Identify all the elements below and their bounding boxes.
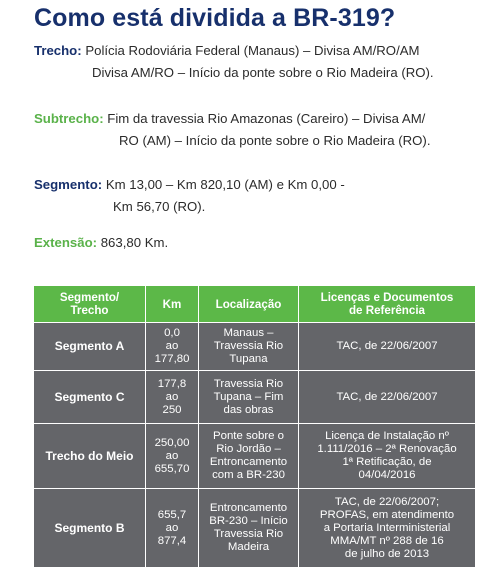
header-km: Km [146,286,199,323]
km-range-cell [146,424,199,489]
location-line: Travessia Rio [213,340,284,352]
segmento-text-line2: Km 56,70 (RO). [113,199,206,214]
location-line: das obras [223,403,274,416]
license-line: 04/04/2016 [358,469,416,481]
header-localizacao: Localização [199,286,299,323]
km-line: ao [165,390,179,403]
license-cell [299,424,475,489]
location-cell [199,424,299,489]
extensao-label: Extensão: [34,235,98,250]
location-line: Travessia Rio [213,528,284,540]
segment-name-cell: Segmento B [34,489,146,568]
trecho-text-line1: Polícia Rodoviária Federal (Manaus) – Divisa AM/RO/AM [85,43,420,58]
page-title: Como está dividida a BR-319? [34,4,396,32]
table-row [34,489,475,568]
license-line: 1ª Retificação, de [342,456,432,468]
trecho-text-line2: Divisa AM/RO – Início da ponte sobre o Rio Madeira (RO). [92,65,434,80]
license-line: Licença de Instalação nº [325,430,449,442]
segmento-definition [34,174,454,218]
location-line: Travessia Rio [213,377,284,390]
license-line: MMA/MT nº 288 de 16 [330,534,444,547]
segmento-label: Segmento: [34,177,103,192]
header-segmento-line2: Trecho [70,304,109,317]
km-line: 177,80 [154,353,190,365]
location-line: BR-230 – Início [209,515,288,527]
header-licencas-line1: Licenças e Documentos [320,291,454,304]
license-cell [299,371,475,424]
license-line: a Portaria Interministerial [323,521,451,534]
segment-name-cell: Segmento C [34,371,146,424]
trecho-definition [34,40,484,84]
location-cell [199,371,299,424]
km-line: ao [165,521,179,534]
license-cell [299,489,475,568]
header-licencas [299,286,475,323]
location-line: com a BR-230 [212,469,285,481]
km-line: 655,70 [154,462,190,475]
km-line: ao [165,340,179,352]
segment-name-cell: Segmento A [34,323,146,371]
header-segmento [34,286,146,323]
location-line: Rio Jordão – [216,443,281,455]
table-header-row [34,286,475,323]
km-range-cell [146,371,199,424]
subtrecho-label: Subtrecho: [34,111,104,126]
header-licencas-line2: de Referência [348,304,426,317]
segment-name-cell: Trecho do Meio [34,424,146,489]
license-line: de julho de 2013 [344,547,430,560]
km-line: 0,0 [164,327,180,339]
km-line: 250 [162,403,182,416]
extensao-value: 863,80 Km. [100,235,169,250]
license-line: 1.111/2016 – 2ª Renovação [317,443,457,455]
location-line: Entroncamento [209,502,288,514]
table-row [34,323,475,371]
segments-table [34,286,475,568]
location-line: Tupana – Fim [213,390,284,403]
subtrecho-definition [34,108,479,152]
license-line: TAC, de 22/06/2007 [336,390,438,403]
license-line: TAC, de 22/06/2007 [336,340,438,352]
trecho-label: Trecho: [34,43,82,58]
license-cell [299,323,475,371]
km-range-cell [146,489,199,568]
extensao-definition [34,232,454,254]
km-line: 655,7 [157,508,187,521]
license-line: PROFAS, em atendimento [319,508,455,521]
table-row [34,371,475,424]
km-line: 877,4 [157,534,187,547]
license-line: TAC, de 22/06/2007; [334,495,440,508]
location-cell [199,489,299,568]
subtrecho-text-line2: RO (AM) – Início da ponte sobre o Rio Madeira (RO). [119,133,431,148]
table-row [34,424,475,489]
km-line: ao [165,449,179,462]
location-line: Madeira [227,541,270,553]
segmento-text-line1: Km 13,00 – Km 820,10 (AM) e Km 0,00 - [105,177,345,192]
subtrecho-text-line1: Fim da travessia Rio Amazonas (Careiro) – Divisa AM/ [107,111,426,126]
km-range-cell [146,323,199,371]
location-line: Manaus – [223,327,274,339]
header-segmento-line1: Segmento/ [59,291,120,304]
location-line: Entroncamento [209,456,288,468]
location-cell [199,323,299,371]
km-line: 177,8 [157,377,187,390]
location-line: Ponte sobre o [213,430,284,442]
location-line: Tupana [229,353,268,365]
km-line: 250,00 [154,436,190,449]
